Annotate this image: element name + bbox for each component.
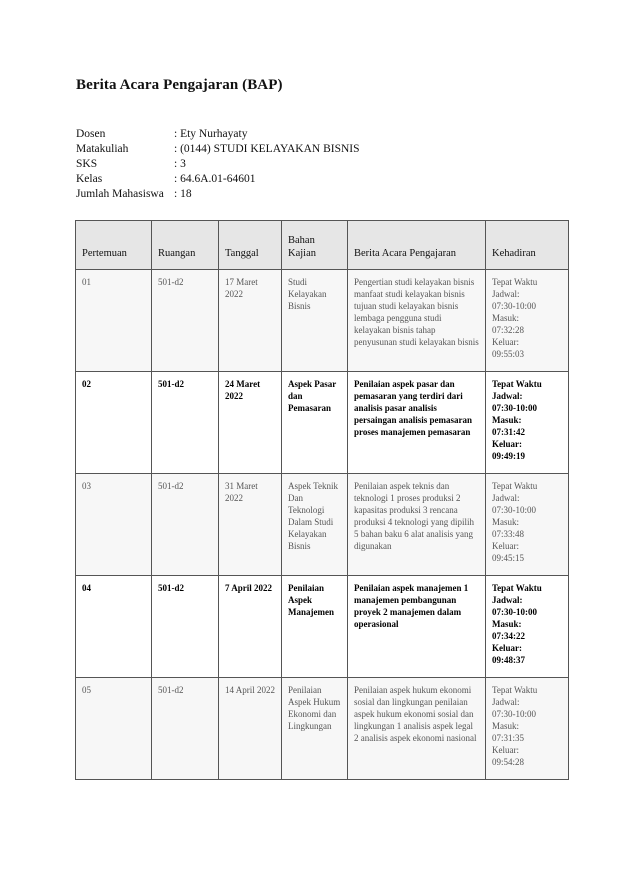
header-tanggal: Tanggal: [219, 221, 282, 270]
cell-berita-acara: Penilaian aspek pasar dan pemasaran yang terdiri dari analisis pasar analisis persaingan analisis pemasaran proses manajemen pemasaran: [348, 372, 486, 474]
info-label: Kelas: [76, 173, 103, 185]
info-row-dosen: [76, 127, 360, 142]
kehadiran-masuk: 07:34:22: [492, 631, 525, 641]
kehadiran-jadwal: 07:30-10:00: [492, 403, 537, 413]
info-value: : 3: [174, 158, 186, 170]
info-row-kelas: [76, 172, 360, 187]
info-label: Dosen: [76, 128, 106, 140]
header-berita-acara: Berita Acara Pengajaran: [348, 221, 486, 270]
kehadiran-status: Tepat Waktu: [492, 685, 538, 695]
kehadiran-keluar: 09:54:28: [492, 757, 525, 767]
info-row-jumlah-mahasiswa: [76, 187, 360, 202]
kehadiran-masuk-label: Masuk:: [492, 517, 519, 527]
cell-kehadiran: [486, 474, 569, 576]
cell-ruangan: 501-d2: [152, 474, 219, 576]
cell-bahan-kajian: Aspek Teknik Dan Teknologi Dalam Studi Kelayakan Bisnis: [282, 474, 348, 576]
kehadiran-keluar-label: Keluar:: [492, 439, 522, 449]
cell-kehadiran: [486, 372, 569, 474]
kehadiran-jadwal-label: Jadwal:: [492, 697, 520, 707]
cell-ruangan: 501-d2: [152, 270, 219, 372]
header-kehadiran: Kehadiran: [486, 221, 569, 270]
info-row-matakuliah: [76, 142, 360, 157]
kehadiran-status: Tepat Waktu: [492, 379, 542, 389]
header-ruangan: Ruangan: [152, 221, 219, 270]
cell-berita-acara: Penilaian aspek manajemen 1 manajemen pembangunan proyek 2 manajemen dalam operasional: [348, 576, 486, 678]
kehadiran-jadwal-label: Jadwal:: [492, 595, 523, 605]
kehadiran-keluar-label: Keluar:: [492, 643, 522, 653]
kehadiran-keluar-label: Keluar:: [492, 337, 519, 347]
kehadiran-keluar-label: Keluar:: [492, 541, 519, 551]
page-title: Berita Acara Pengajaran (BAP): [76, 77, 283, 93]
course-info: [76, 127, 360, 202]
bap-table: [75, 220, 569, 780]
cell-kehadiran: [486, 576, 569, 678]
table-row: [76, 270, 569, 372]
kehadiran-masuk: 07:33:48: [492, 529, 525, 539]
info-value: : (0144) STUDI KELAYAKAN BISNIS: [174, 143, 360, 155]
kehadiran-masuk: 07:32:28: [492, 325, 525, 335]
kehadiran-masuk-label: Masuk:: [492, 721, 519, 731]
info-value: : Ety Nurhayaty: [174, 128, 248, 140]
cell-tanggal: 17 Maret 2022: [219, 270, 282, 372]
kehadiran-status: Tepat Waktu: [492, 481, 538, 491]
cell-kehadiran: [486, 270, 569, 372]
cell-berita-acara: Penilaian aspek hukum ekonomi sosial dan lingkungan penilaian aspek hukum ekonomi sosial dan lingkungan 1 analisis aspek legal 2 analisis aspek ekonomi nasional: [348, 678, 486, 780]
info-value: : 18: [174, 188, 192, 200]
kehadiran-masuk-label: Masuk:: [492, 313, 519, 323]
kehadiran-status: Tepat Waktu: [492, 583, 542, 593]
cell-tanggal: 24 Maret 2022: [219, 372, 282, 474]
cell-pertemuan: 01: [76, 270, 152, 372]
info-label: Matakuliah: [76, 143, 129, 155]
cell-berita-acara: Pengertian studi kelayakan bisnis manfaat studi kelayakan bisnis tujuan studi kelayakan bisnis lembaga pengguna studi kelayakan bisnis tahap penyusunan studi kelayakan bisnis: [348, 270, 486, 372]
kehadiran-keluar: 09:45:15: [492, 553, 525, 563]
kehadiran-jadwal-label: Jadwal:: [492, 493, 520, 503]
header-pertemuan: Pertemuan: [76, 221, 152, 270]
cell-berita-acara: Penilaian aspek teknis dan teknologi 1 proses produksi 2 kapasitas produksi 3 rencana produksi 4 teknologi yang dipilih 5 bahan baku 6 alat analisis yang digunakan: [348, 474, 486, 576]
table-row: [76, 372, 569, 474]
info-label: SKS: [76, 158, 98, 170]
cell-bahan-kajian: Studi Kelayakan Bisnis: [282, 270, 348, 372]
cell-ruangan: 501-d2: [152, 372, 219, 474]
info-row-sks: [76, 157, 360, 172]
header-bahan-kajian: Bahan Kajian: [282, 221, 348, 270]
table-row: [76, 576, 569, 678]
kehadiran-keluar: 09:49:19: [492, 451, 525, 461]
cell-bahan-kajian: Penilaian Aspek Manajemen: [282, 576, 348, 678]
cell-ruangan: 501-d2: [152, 576, 219, 678]
kehadiran-keluar: 09:48:37: [492, 655, 525, 665]
kehadiran-keluar-label: Keluar:: [492, 745, 519, 755]
kehadiran-jadwal: 07:30-10:00: [492, 709, 536, 719]
cell-bahan-kajian: Aspek Pasar dan Pemasaran: [282, 372, 348, 474]
kehadiran-jadwal-label: Jadwal:: [492, 289, 520, 299]
cell-tanggal: 31 Maret 2022: [219, 474, 282, 576]
cell-ruangan: 501-d2: [152, 678, 219, 780]
kehadiran-jadwal: 07:30-10:00: [492, 301, 536, 311]
kehadiran-status: Tepat Waktu: [492, 277, 538, 287]
kehadiran-masuk-label: Masuk:: [492, 415, 522, 425]
cell-kehadiran: [486, 678, 569, 780]
info-value: : 64.6A.01-64601: [174, 173, 256, 185]
cell-tanggal: 7 April 2022: [219, 576, 282, 678]
kehadiran-jadwal: 07:30-10:00: [492, 505, 536, 515]
table-row: [76, 678, 569, 780]
cell-bahan-kajian: Penilaian Aspek Hukum Ekonomi dan Lingkungan: [282, 678, 348, 780]
table-header-row: [76, 221, 569, 270]
kehadiran-masuk: 07:31:35: [492, 733, 525, 743]
kehadiran-jadwal-label: Jadwal:: [492, 391, 523, 401]
info-label: Jumlah Mahasiswa: [76, 188, 164, 200]
cell-pertemuan: 02: [76, 372, 152, 474]
table-row: [76, 474, 569, 576]
kehadiran-keluar: 09:55:03: [492, 349, 525, 359]
cell-pertemuan: 04: [76, 576, 152, 678]
kehadiran-masuk: 07:31:42: [492, 427, 525, 437]
kehadiran-masuk-label: Masuk:: [492, 619, 522, 629]
cell-pertemuan: 03: [76, 474, 152, 576]
kehadiran-jadwal: 07:30-10:00: [492, 607, 537, 617]
cell-tanggal: 14 April 2022: [219, 678, 282, 780]
cell-pertemuan: 05: [76, 678, 152, 780]
